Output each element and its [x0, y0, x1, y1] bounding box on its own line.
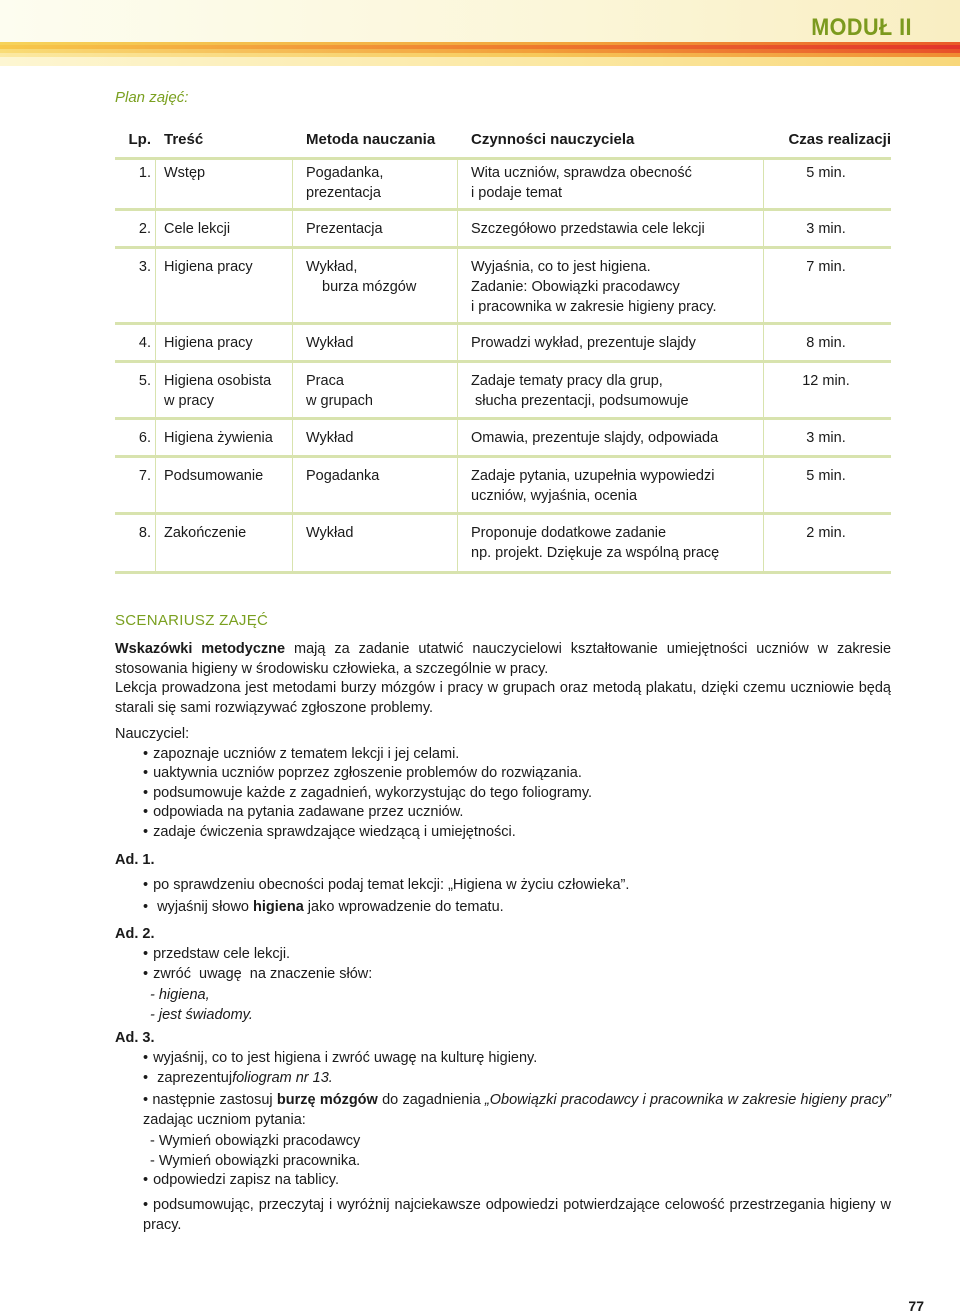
item-text: zaprezentuj	[157, 1070, 233, 1086]
table-row	[115, 219, 891, 249]
cell-line: Higiena pracy	[164, 335, 253, 351]
paragraph-lead-bold: Wskazówki metodyczne	[115, 641, 286, 657]
column-divider	[763, 160, 764, 574]
cell-line: Szczegółowo przedstawia cele lekcji	[471, 221, 705, 237]
plan-title: Plan zajęć:	[115, 89, 189, 106]
list-item: • zwróć uwagę na znaczenie słów:	[143, 965, 372, 985]
table-row	[115, 466, 891, 515]
cell-tresc	[164, 428, 304, 448]
bullet-glyph: •	[143, 1092, 153, 1108]
bullet-glyph: •	[143, 1197, 154, 1213]
cell-tresc	[164, 219, 292, 239]
cell-lp: 8.	[138, 525, 151, 541]
cell-metoda	[306, 257, 426, 297]
cell-line: Praca	[306, 373, 344, 389]
table-row	[115, 333, 891, 363]
table-row	[115, 163, 891, 211]
item-text: jako wprowadzenie do tematu.	[303, 899, 504, 915]
cell-lp: 1.	[138, 165, 151, 181]
cell-line: i pracownika w zakresie higieny pracy.	[471, 299, 717, 315]
ad2-label: Ad. 2.	[115, 926, 155, 942]
cell-czas: 5 min.	[806, 468, 846, 484]
table-row	[115, 428, 891, 458]
list-item	[143, 1069, 333, 1089]
column-header-tresc: Treść	[164, 131, 204, 148]
cell-tresc	[164, 466, 292, 486]
cell-line: burza mózgów	[322, 279, 417, 295]
cell-metoda	[306, 371, 456, 411]
cell-tresc	[164, 371, 292, 411]
cell-czynnosci	[471, 257, 761, 317]
cell-czas: 12 min.	[802, 373, 850, 389]
cell-line: słucha prezentacji, podsumowuje	[475, 393, 689, 409]
cell-line: w pracy	[164, 393, 214, 409]
cell-line: prezentacja	[306, 185, 381, 201]
dash-text: - jest świadomy.	[150, 1007, 253, 1023]
cell-line: Podsumowanie	[164, 468, 264, 484]
item-text: wyjaśnij słowo	[157, 899, 254, 915]
cell-line: np. projekt. Dziękuje za wspólną pracę	[471, 545, 720, 561]
list-item	[143, 898, 504, 918]
cell-line: Zadanie: Obowiązki pracodawcy	[471, 279, 680, 295]
cell-tresc	[164, 523, 292, 543]
cell-line: Zakończenie	[164, 525, 247, 541]
module-title: MODUŁ II	[811, 14, 912, 41]
column-header-czynnosci: Czynności nauczyciela	[471, 131, 635, 148]
cell-line: Wstęp	[164, 165, 206, 181]
list-item: • po sprawdzeniu obecności podaj temat lekcji: „Higiena w życiu człowieka”.	[143, 876, 629, 896]
cell-czas: 3 min.	[806, 430, 846, 446]
cell-czynnosci	[471, 523, 761, 563]
ad1-label: Ad. 1.	[115, 852, 155, 868]
cell-line: Proponuje dodatkowe zadanie	[471, 525, 667, 541]
item-bold: higiena	[253, 899, 304, 915]
cell-czas: 7 min.	[806, 259, 846, 275]
cell-tresc	[164, 163, 292, 183]
list-item: • wyjaśnij, co to jest higiena i zwróć uwagę na kulturę higieny.	[143, 1049, 537, 1069]
item-text: zadając uczniom pytania:	[143, 1111, 306, 1128]
cell-line: Higiena osobista	[164, 373, 272, 389]
cell-line: i podaje temat	[471, 185, 563, 201]
list-item: • uaktywnia uczniów poprzez zgłoszenie problemów do rozwiązania.	[143, 764, 582, 784]
paragraph-text: mają za zadanie utatwić nauczycielowi kształtowanie umiejętności uczniów w zakresie stosowania higieny w środowisku człowieka, a szczególnie w pracy.	[115, 641, 892, 677]
list-item-long	[143, 1196, 891, 1235]
table-row	[115, 523, 891, 574]
column-header-metoda: Metoda nauczania	[306, 131, 436, 148]
list-item: • odpowiedzi zapisz na tablicy.	[143, 1171, 339, 1191]
cell-line: Higiena żywienia	[164, 430, 273, 446]
item-italic: „Obowiązki pracodawcy i pracownika w zakresie higieny pracy”	[484, 1092, 891, 1108]
cell-lp: 4.	[138, 335, 151, 351]
cell-line: Zadaje tematy pracy dla grup,	[471, 373, 663, 389]
cell-metoda	[306, 219, 456, 239]
cell-line: Prezentacja	[306, 221, 383, 237]
cell-czas: 2 min.	[806, 525, 846, 541]
cell-line: Pogadanka	[306, 468, 380, 484]
header-band	[0, 0, 960, 70]
cell-line: Cele lekcji	[164, 221, 231, 237]
dash-item	[150, 986, 210, 1006]
header-stripe	[0, 57, 960, 66]
item-text: do zagadnienia	[377, 1092, 485, 1108]
scenario-title: SCENARIUSZ ZAJĘĆ	[115, 612, 269, 629]
cell-line: Wykład,	[306, 259, 358, 275]
paragraph-lesson: Lekcja prowadzona jest metodami burzy mózgów i pracy w grupach oraz metodą plakatu, dzięki czemu uczniowie będą starali się sami rozwiązywać zgłoszone problemy.	[115, 680, 891, 716]
list-item: • odpowiada na pytania zadawane przez uczniów.	[143, 803, 463, 823]
column-divider	[155, 160, 156, 574]
cell-line: Wykład	[306, 430, 354, 446]
list-item: • zapoznaje uczniów z tematem lekcji i jej celami.	[143, 745, 459, 765]
cell-tresc	[164, 257, 292, 277]
dash-item	[150, 1006, 253, 1026]
column-header-lp: Lp.	[128, 131, 151, 148]
column-divider	[292, 160, 293, 574]
cell-line: Wykład	[306, 335, 354, 351]
table-header-row	[115, 128, 891, 160]
column-header-czas: Czas realizacji	[788, 131, 891, 148]
item-bold: burzę mózgów	[276, 1092, 378, 1108]
dash-item: - Wymień obowiązki pracownika.	[150, 1153, 361, 1169]
table-row	[115, 371, 891, 420]
cell-line: Wyjaśnia, co to jest higiena.	[471, 259, 651, 275]
cell-line: Prowadzi wykład, prezentuje slajdy	[471, 335, 696, 351]
cell-line: Wykład	[306, 525, 354, 541]
page-number: 77	[908, 1298, 924, 1314]
cell-czynnosci	[471, 428, 761, 448]
cell-metoda	[306, 466, 456, 486]
cell-lp: 5.	[138, 373, 151, 389]
cell-line: w grupach	[306, 393, 373, 409]
cell-metoda	[306, 163, 456, 203]
list-item: • podsumowuje każde z zagadnień, wykorzystując do tego foliogramy.	[143, 784, 592, 804]
dash-text: - higiena,	[150, 987, 210, 1003]
cell-lp: 2.	[138, 221, 151, 237]
cell-czynnosci	[471, 466, 761, 506]
column-divider	[457, 160, 458, 574]
cell-lp: 3.	[138, 259, 151, 275]
cell-czas: 5 min.	[806, 165, 846, 181]
cell-czynnosci	[471, 333, 761, 353]
cell-tresc	[164, 333, 292, 353]
cell-czynnosci	[471, 219, 761, 239]
cell-lp: 6.	[138, 430, 151, 446]
list-item: • przedstaw cele lekcji.	[143, 945, 290, 965]
cell-line: Omawia, prezentuje slajdy, odpowiada	[471, 430, 719, 446]
cell-line: Wita uczniów, sprawdza obecność	[471, 165, 692, 181]
cell-line: Zadaje pytania, uzupełnia wypowiedzi	[471, 468, 715, 484]
cell-czynnosci	[471, 163, 761, 203]
item-italic: foliogram nr 13.	[232, 1070, 333, 1086]
cell-line: Pogadanka,	[306, 165, 384, 181]
cell-line: Higiena pracy	[164, 259, 253, 275]
cell-metoda	[306, 523, 456, 543]
cell-czas: 3 min.	[806, 221, 846, 237]
cell-lp: 7.	[138, 468, 151, 484]
dash-item: - Wymień obowiązki pracodawcy	[150, 1133, 361, 1149]
plan-table	[115, 128, 891, 578]
list-item-long	[143, 1091, 891, 1130]
list-item: • zadaje ćwiczenia sprawdzające wiedzącą i umiejętności.	[143, 823, 516, 843]
cell-metoda	[306, 333, 456, 353]
cell-czynnosci	[471, 371, 761, 411]
table-row	[115, 257, 891, 325]
paragraph-methodology	[115, 640, 891, 679]
ad3-label: Ad. 3.	[115, 1030, 155, 1046]
teacher-label: Nauczyciel:	[115, 726, 190, 742]
cell-line: uczniów, wyjaśnia, ocenia	[471, 488, 638, 504]
cell-metoda	[306, 428, 456, 448]
item-text: podsumowując, przeczytaj i wyróżnij najciekawsze odpowiedzi potwierdzające celowość przestrzegania higieny w pracy.	[143, 1197, 891, 1233]
item-text: następnie zastosuj	[152, 1092, 277, 1108]
cell-czas: 8 min.	[806, 335, 846, 351]
